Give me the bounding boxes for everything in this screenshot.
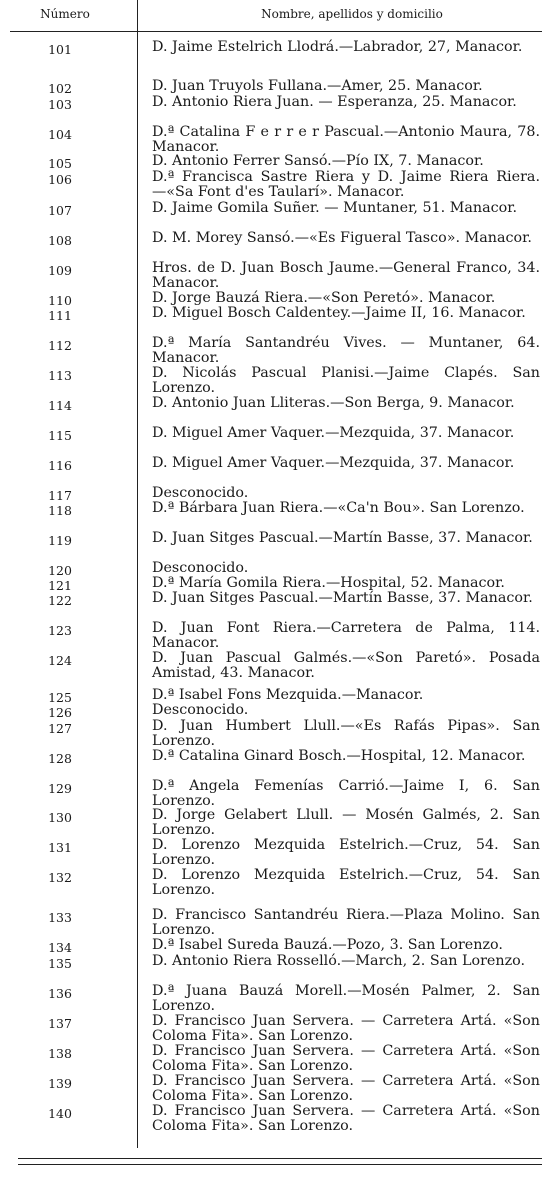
entry-row	[0, 954, 554, 969]
entry-number: 106	[48, 172, 72, 187]
entry-row	[0, 1044, 554, 1075]
entry-text: D. Lorenzo Mezquida Estelrich.—Cruz, 54. San Lorenzo.	[152, 837, 540, 869]
entry-row	[0, 201, 554, 216]
entry-text: D. Miguel Bosch Caldentey.—Jaime II, 16. Manacor.	[152, 305, 526, 321]
entry-text: D. Miguel Amer Vaquer.—Mezquida, 37. Manacor.	[152, 425, 515, 441]
entry-row	[0, 154, 554, 169]
entry-text: D. Jaime Estelrich Llodrá.—Labrador, 27, Manacor.	[152, 39, 523, 55]
entry-number: 103	[48, 97, 72, 112]
entry-row	[0, 838, 554, 869]
entry-text: D. Francisco Juan Servera. — Carretera Artá. «Son Coloma Fita». San Lorenzo.	[152, 1013, 540, 1045]
entry-text: D. Francisco Juan Servera. — Carretera Artá. «Son Coloma Fita». San Lorenzo.	[152, 1073, 540, 1105]
entry-row	[0, 621, 554, 652]
entry-text: D. Antonio Ferrer Sansó.—Pío IX, 7. Manacor.	[152, 153, 484, 169]
entry-text: D. Juan Pascual Galmés.—«Son Paretó». Posada Amistad, 43. Manacor.	[152, 650, 540, 682]
entry-text: Desconocido.	[152, 560, 249, 576]
entry-row	[0, 456, 554, 471]
entry-number: 101	[48, 42, 72, 57]
entry-text: Hros. de D. Juan Bosch Jaume.—General Franco, 34. Manacor.	[152, 260, 540, 292]
entry-row	[0, 306, 554, 321]
entry-text: D. Antonio Riera Rosselló.—March, 2. San Lorenzo.	[152, 953, 526, 969]
entry-text: D. Juan Truyols Fullana.—Amer, 25. Manacor.	[152, 78, 483, 94]
entry-row	[0, 396, 554, 411]
entry-row	[0, 125, 554, 156]
entry-number: 121	[48, 578, 72, 593]
entry-text: D.ª Francisca Sastre Riera y D. Jaime Riera Riera.—«Sa Font d'es Taularí». Manacor.	[152, 169, 540, 201]
entry-text: D.ª Catalina F e r r e r Pascual.—Antonio Maura, 78. Manacor.	[152, 124, 540, 156]
footer-rule-bottom	[18, 1164, 542, 1165]
entry-text: D. Lorenzo Mezquida Estelrich.—Cruz, 54. San Lorenzo.	[152, 867, 540, 899]
entry-number: 135	[48, 956, 72, 971]
entry-row	[0, 261, 554, 292]
entry-text: D. Antonio Riera Juan. — Esperanza, 25. Manacor.	[152, 94, 517, 110]
entry-text: D.ª María Gomila Riera.—Hospital, 52. Manacor.	[152, 575, 505, 591]
entry-row	[0, 561, 554, 576]
entry-number: 125	[48, 690, 72, 705]
entry-row	[0, 808, 554, 839]
entry-number: 115	[48, 428, 72, 443]
column-header-number: Número	[40, 7, 90, 21]
entry-row	[0, 95, 554, 110]
entry-text: D.ª Isabel Fons Mezquida.—Manacor.	[152, 687, 424, 703]
footer-rule-top	[18, 1158, 542, 1159]
entry-number: 116	[48, 458, 72, 473]
header-rule	[10, 31, 542, 32]
entry-number: 139	[48, 1076, 72, 1091]
entry-row	[0, 688, 554, 703]
entry-number: 132	[48, 870, 72, 885]
entry-row	[0, 336, 554, 367]
entry-row	[0, 868, 554, 899]
entry-number: 113	[48, 368, 72, 383]
entry-row	[0, 501, 554, 516]
entry-number: 131	[48, 840, 72, 855]
entry-row	[0, 291, 554, 306]
entry-number: 134	[48, 940, 72, 955]
entry-number: 124	[48, 653, 72, 668]
entry-row	[0, 591, 554, 606]
entry-row	[0, 40, 554, 55]
entry-row	[0, 938, 554, 953]
entry-number: 110	[48, 293, 72, 308]
entry-text: D. Juan Sitges Pascual.—Martín Basse, 37. Manacor.	[152, 530, 533, 546]
entry-row	[0, 651, 554, 682]
entry-number: 126	[48, 705, 72, 720]
entry-number: 118	[48, 503, 72, 518]
entry-text: D.ª Juana Bauzá Morell.—Mosén Palmer, 2. San Lorenzo.	[152, 983, 540, 1015]
entry-row	[0, 719, 554, 750]
entry-number: 102	[48, 81, 72, 96]
entry-number: 123	[48, 623, 72, 638]
entry-number: 109	[48, 263, 72, 278]
entry-row	[0, 749, 554, 764]
entry-number: 129	[48, 781, 72, 796]
entry-row	[0, 984, 554, 1015]
entry-text: D. Juan Sitges Pascual.—Martín Basse, 37. Manacor.	[152, 590, 533, 606]
entry-text: Desconocido.	[152, 702, 249, 718]
entry-row	[0, 1074, 554, 1105]
entry-text: Desconocido.	[152, 485, 249, 501]
entry-text: D. M. Morey Sansó.—«Es Figueral Tasco». Manacor.	[152, 230, 532, 246]
entry-number: 105	[48, 156, 72, 171]
entry-number: 136	[48, 986, 72, 1001]
entry-text: D. Juan Font Riera.—Carretera de Palma, 114. Manacor.	[152, 620, 540, 652]
entry-text: D. Francisco Juan Servera. — Carretera Artá. «Son Coloma Fita». San Lorenzo.	[152, 1103, 540, 1135]
entry-text: D.ª Angela Femenías Carrió.—Jaime I, 6. San Lorenzo.	[152, 778, 540, 810]
entry-row	[0, 576, 554, 591]
entry-number: 120	[48, 563, 72, 578]
entry-text: D. Francisco Santandréu Riera.—Plaza Molino. San Lorenzo.	[152, 907, 540, 939]
entry-row	[0, 531, 554, 546]
entry-number: 127	[48, 721, 72, 736]
entry-number: 104	[48, 127, 72, 142]
entry-row	[0, 486, 554, 501]
entry-row	[0, 79, 554, 94]
entry-number: 133	[48, 910, 72, 925]
entry-number: 107	[48, 203, 72, 218]
entry-text: D.ª Isabel Sureda Bauzá.—Pozo, 3. San Lorenzo.	[152, 937, 503, 953]
entry-text: D. Nicolás Pascual Planisi.—Jaime Clapés. San Lorenzo.	[152, 365, 540, 397]
entry-text: D.ª Catalina Ginard Bosch.—Hospital, 12. Manacor.	[152, 748, 526, 764]
entry-row	[0, 1014, 554, 1045]
entry-row	[0, 779, 554, 810]
column-header-name: Nombre, apellidos y domicilio	[261, 7, 443, 21]
entry-number: 108	[48, 233, 72, 248]
entry-number: 128	[48, 751, 72, 766]
entry-row	[0, 703, 554, 718]
entry-number: 114	[48, 398, 72, 413]
entry-text: D. Antonio Juan Lliteras.—Son Berga, 9. Manacor.	[152, 395, 515, 411]
entry-row	[0, 170, 554, 201]
entry-number: 138	[48, 1046, 72, 1061]
entry-row	[0, 231, 554, 246]
entry-row	[0, 366, 554, 397]
entry-number: 137	[48, 1016, 72, 1031]
entry-number: 117	[48, 488, 72, 503]
entry-row	[0, 1104, 554, 1135]
entry-row	[0, 908, 554, 939]
entry-text: D. Jaime Gomila Suñer. — Muntaner, 51. Manacor.	[152, 200, 518, 216]
entry-text: D. Jorge Bauzá Riera.—«Son Peretó». Manacor.	[152, 290, 496, 306]
entry-text: D. Miguel Amer Vaquer.—Mezquida, 37. Manacor.	[152, 455, 515, 471]
entry-number: 130	[48, 810, 72, 825]
entry-number: 111	[48, 308, 72, 323]
entry-number: 119	[48, 533, 72, 548]
entry-number: 112	[48, 338, 72, 353]
entry-number: 122	[48, 593, 72, 608]
entry-text: D. Francisco Juan Servera. — Carretera Artá. «Son Coloma Fita». San Lorenzo.	[152, 1043, 540, 1075]
entry-text: D. Juan Humbert Llull.—«Es Rafás Pipas». San Lorenzo.	[152, 718, 540, 750]
entry-number: 140	[48, 1106, 72, 1121]
entry-text: D. Jorge Gelabert Llull. — Mosén Galmés, 2. San Lorenzo.	[152, 807, 540, 839]
entry-row	[0, 426, 554, 441]
entry-text: D.ª María Santandréu Vives. — Muntaner, 64. Manacor.	[152, 335, 540, 367]
entry-text: D.ª Bárbara Juan Riera.—«Ca'n Bou». San Lorenzo.	[152, 500, 525, 516]
